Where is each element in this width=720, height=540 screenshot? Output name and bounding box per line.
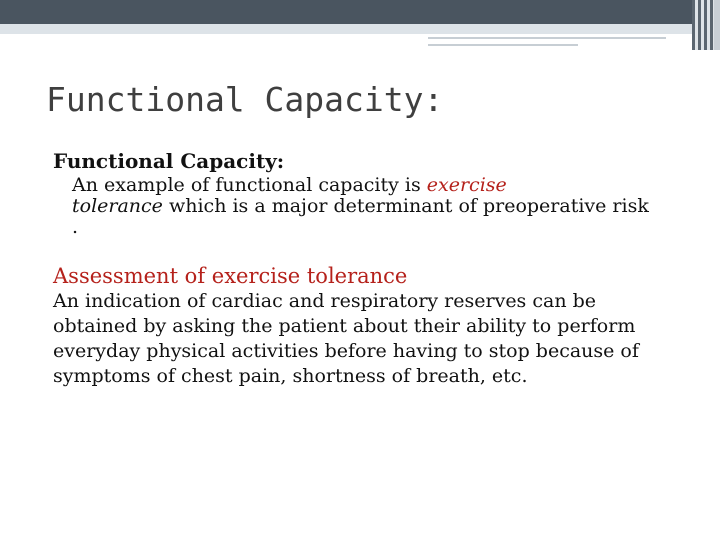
corner-stripes-edge <box>714 0 720 50</box>
slide-body <box>53 148 693 389</box>
paragraph-functional-capacity <box>72 175 652 238</box>
decorative-line-short <box>428 44 578 46</box>
top-band <box>0 0 720 24</box>
top-band-light <box>0 24 720 34</box>
highlight-exercise: exercise <box>426 174 507 196</box>
paragraph-assessment: An indication of cardiac and respiratory reserves can be obtained by asking the patient about their ability to perform everyday physical activities before having to stop because of symptoms of chest pain, shortness of breath, etc. <box>53 290 639 387</box>
decorative-line <box>428 37 666 39</box>
highlight-tolerance: tolerance <box>72 195 163 217</box>
para1-text-start: An example of functional capacity is <box>72 174 427 196</box>
slide-title: Functional Capacity: <box>46 80 444 119</box>
para1-text-end: which is a major determinant of preoperative risk . <box>72 195 649 238</box>
section-heading: Assessment of exercise tolerance <box>53 264 408 288</box>
subheading: Functional Capacity: <box>53 149 285 173</box>
